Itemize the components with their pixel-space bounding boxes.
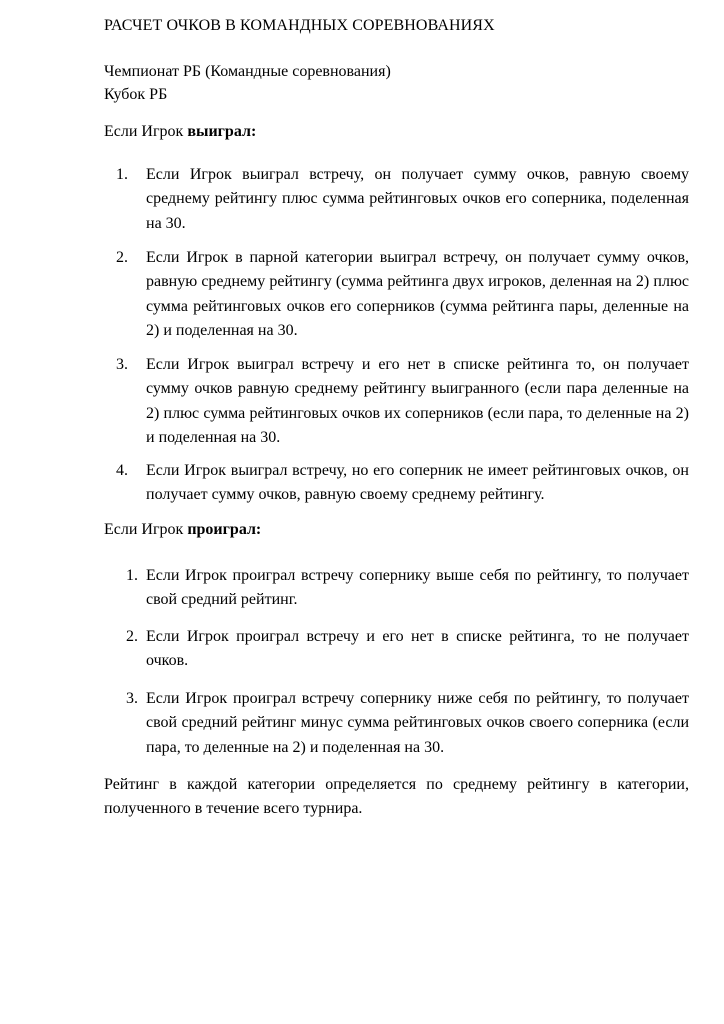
won-item-3 xyxy=(116,353,689,450)
lost-heading-prefix: Если Игрок xyxy=(104,521,188,538)
lost-item-1-number: 1. xyxy=(126,567,138,584)
lost-item-2-text: Если Игрок проиграл встречу и его нет в списке рейтинга, то не получает очков. xyxy=(146,628,689,670)
won-heading-bold: выиграл: xyxy=(187,123,257,140)
lost-item-3-number: 3. xyxy=(126,690,138,707)
won-item-3-text: Если Игрок выиграл встречу и его нет в списке рейтинга то, он получает сумму очков равную среднему рейтингу выигранного (если пара деленные на 2) плюс сумма рейтинговых очков их соперников (если пара, то деленные на 2) и поделенная на 30. xyxy=(146,356,689,446)
won-section-heading xyxy=(104,123,256,141)
won-heading-prefix: Если Игрок xyxy=(104,123,188,140)
rating-note: Рейтинг в каждой категории определяется по среднему рейтингу в категории, полученного в течение всего турнира. xyxy=(104,776,689,817)
won-item-1-text: Если Игрок выиграл встречу, он получает сумму очков, равную своему среднему рейтингу плюс сумма рейтинговых очков его соперника, поделенная на 30. xyxy=(146,166,689,232)
lost-item-3 xyxy=(126,687,689,760)
won-item-2-number: 2. xyxy=(116,249,128,266)
won-item-2 xyxy=(116,246,689,343)
won-item-1-number: 1. xyxy=(116,166,128,183)
lost-item-3-text: Если Игрок проиграл встречу сопернику ниже себя по рейтингу, то получает свой средний рейтинг минус сумма рейтинговых очков своего соперника (если пара, то деленные на 2) и поделенная на 30. xyxy=(146,690,689,756)
lost-heading-bold: проиграл: xyxy=(187,521,262,538)
won-item-4 xyxy=(116,459,689,508)
won-item-1 xyxy=(116,163,689,236)
cup-line: Кубок РБ xyxy=(104,86,168,103)
lost-section-heading xyxy=(104,521,261,539)
won-item-3-number: 3. xyxy=(116,356,128,373)
document-title: РАСЧЕТ ОЧКОВ В КОМАНДНЫХ СОРЕВНОВАНИЯХ xyxy=(104,17,495,34)
won-item-2-text: Если Игрок в парной категории выиграл встречу, он получает сумму очков, равную среднему рейтингу (сумма рейтинга двух игроков, деленная на 2) плюс сумма рейтинговых очков его соперников (сумма рейтинга пары, деленные на 2) и поделенная на 30. xyxy=(146,249,689,339)
championship-line: Чемпионат РБ (Командные соревнования) xyxy=(104,63,391,80)
lost-item-1-text: Если Игрок проиграл встречу сопернику выше себя по рейтингу, то получает свой средний рейтинг. xyxy=(146,567,689,609)
lost-item-2-number: 2. xyxy=(126,628,138,645)
lost-item-1 xyxy=(126,564,689,613)
won-item-4-number: 4. xyxy=(116,462,128,479)
won-item-4-text: Если Игрок выиграл встречу, но его соперник не имеет рейтинговых очков, он получает сумму очков, равную своему среднему рейтингу. xyxy=(146,462,689,504)
lost-item-2 xyxy=(126,625,689,674)
